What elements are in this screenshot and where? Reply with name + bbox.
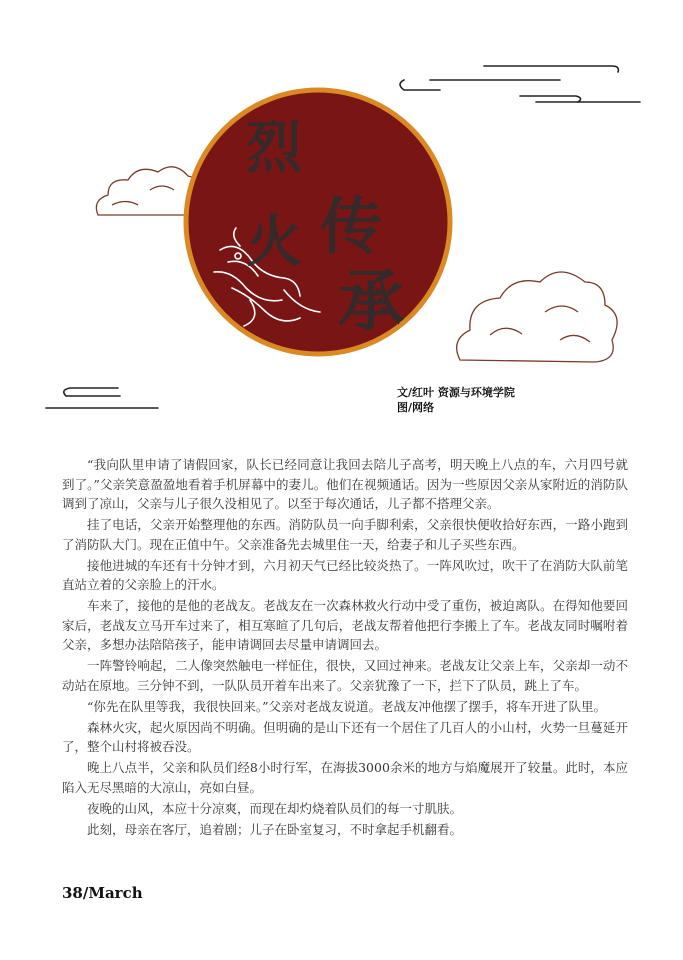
credits — [397, 385, 515, 415]
paragraph: 接他进城的车还有十分钟才到，六月初天气已经比较炎热了。一阵风吹过，吹干了在消防大队前笔直站立着的父亲脸上的汗水。 — [62, 557, 628, 592]
paragraph: “你先在队里等我，我很快回来。”父亲对老战友说道。老战友冲他摆了摆手，将车开进了队里。 — [87, 698, 607, 714]
article-body — [62, 455, 628, 841]
title-char-3: 传 — [320, 190, 383, 263]
cloud-icon — [457, 272, 617, 362]
paragraph: 挂了电话，父亲开始整理他的东西。消防队员一向手脚利索，父亲很快便收拾好东西，一路小跑到了消防队大门。现在正值中午。父亲准备先去城里住一天，给妻子和儿子买些东西。 — [62, 517, 628, 552]
page-number: 38/March — [62, 884, 143, 902]
title-char-2: 火 — [246, 209, 302, 275]
paragraph: “我向队里申请了请假回家，队长已经同意让我回去陪儿子高考，明天晚上八点的车，六月四号就到了。”父亲笑意盈盈地看着手机屏幕中的妻儿。他们在视频通话。因为一些原因父亲从家附近的消防队调到了凉山，父亲与儿子很久没相见了。以至于每次通话，儿子都不搭理父亲。 — [62, 457, 628, 511]
title-circle — [186, 90, 450, 354]
paragraph: 夜晚的山风，本应十分凉爽，而现在却灼烧着队员们的每一寸肌肤。 — [87, 800, 463, 816]
cloud-streak-top-right — [400, 66, 640, 102]
paragraph: 晚上八点半，父亲和队员们经8小时行军，在海拔3000余米的地方与焰魔展开了较量。此时，本应陷入无尽黑暗的大凉山，亮如白昼。 — [62, 760, 628, 795]
paragraph: 此刻，母亲在客厅，追着剧；儿子在卧室复习，不时拿起手机翻看。 — [87, 821, 463, 837]
image-credit: 图/网络 — [397, 401, 435, 414]
title-char-1: 烈 — [246, 115, 302, 181]
author-credit: 文/红叶 资源与环境学院 — [397, 386, 515, 399]
paragraph: 森林火灾，起火原因尚不明确。但明确的是山下还有一个居住了几百人的小山村，火势一旦蔓延开了，整个山村将被吞没。 — [62, 719, 628, 754]
title-char-4: 承 — [338, 262, 404, 340]
paragraph: 车来了，接他的是他的老战友。老战友在一次森林救火行动中受了重伤，被迫离队。在得知他要回家后，老战友立马开车过来了，相互寒暄了几句后，老战友帮着他把行李搬上了车。老战友同时嘱咐着父亲，多想办法陪陪孩子，能申请调回去尽量申请调回去。 — [62, 598, 628, 652]
paragraph: 一阵警铃响起，二人像突然触电一样怔住，很快，又回过神来。老战友让父亲上车，父亲却一动不动站在原地。三分钟不到，一队队员开着车出来了。父亲犹豫了一下，拦下了队员，跳上了车。 — [62, 658, 628, 693]
cloud-streak-bottom-left — [46, 388, 158, 408]
